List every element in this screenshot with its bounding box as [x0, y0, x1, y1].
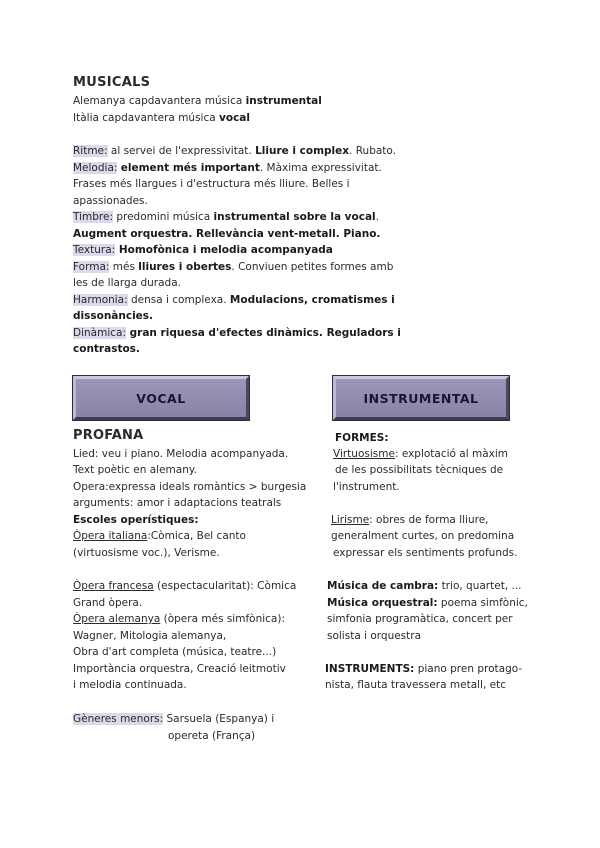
vocal-opera-italiana-line2: (virtuosisme voc.), Verisme.	[73, 547, 220, 559]
feature-forma: Forma: més lliures i obertes. Conviuen petites formes amb	[73, 261, 394, 273]
vocal-lied: Lied: veu i piano. Melodia acompanyada.	[73, 448, 289, 460]
instr-musica-orquestral-line2: simfonia programàtica, concert per	[327, 613, 513, 625]
vocal-opera-alemanya-line4: Importància orquestra, Creació leitmotiv	[73, 663, 286, 675]
instr-virtuosisme: Virtuosisme: explotació al màxim	[333, 448, 509, 460]
feature-harmonia: Harmonia: densa i complexa. Modulacions, cromatismes i	[73, 294, 395, 306]
instr-instruments: INSTRUMENTS: piano pren protago-	[325, 663, 523, 675]
vocal-generes-menors-line2: opereta (França)	[168, 730, 256, 742]
intro-line-italy: Itàlia capdavantera música vocal	[73, 112, 250, 124]
feature-melodia-line3: apassionades.	[73, 195, 148, 207]
instr-instruments-line2: nista, flauta travessera metall, etc	[325, 679, 506, 691]
vocal-opera: Opera:expressa ideals romàntics > burgesia	[73, 481, 307, 493]
vocal-opera-alemanya-line5: i melodia continuada.	[73, 679, 187, 691]
feature-harmonia-line2: dissonàncies.	[73, 310, 154, 322]
vocal-opera-italiana: Òpera italiana:Còmica, Bel canto	[73, 530, 246, 542]
vocal-opera-alemanya-line2: Wagner, Mitologia alemanya,	[73, 630, 227, 642]
vocal-arguments: arguments: amor i adaptacions teatrals	[73, 497, 282, 509]
feature-timbre-line2: Augment orquestra. Rellevància vent-metall. Piano.	[73, 228, 381, 240]
feature-timbre: Timbre: predomini música instrumental sobre la vocal.	[73, 211, 379, 223]
feature-melodia-line2: Frases més llargues i d'estructura més lliure. Belles i	[73, 178, 350, 190]
vocal-text: Text poètic en alemany.	[73, 464, 197, 476]
instr-musica-cambra: Música de cambra: trio, quartet, ...	[327, 580, 522, 592]
intro-line-germany: Alemanya capdavantera música instrumental	[73, 95, 322, 107]
feature-melodia: Melodia: element més important. Màxima expressivitat.	[73, 162, 382, 174]
instr-virtuosisme-line3: l'instrument.	[333, 481, 400, 493]
feature-dinamica: Dinàmica: gran riquesa d'efectes dinàmics. Reguladors i	[73, 327, 401, 339]
instr-musica-orquestral: Música orquestral: poema simfònic,	[327, 597, 528, 609]
vocal-button[interactable]: VOCAL	[73, 376, 249, 420]
instrumental-button[interactable]: INSTRUMENTAL	[333, 376, 509, 420]
vocal-opera-francesa-line2: Grand òpera.	[73, 597, 143, 609]
feature-forma-line2: les de llarga durada.	[73, 277, 181, 289]
instr-lirisme: Lirisme: obres de forma lliure,	[331, 514, 489, 526]
feature-dinamica-line2: contrastos.	[73, 343, 140, 355]
instr-lirisme-line2: generalment curtes, on predomina	[331, 530, 515, 542]
vocal-opera-alemanya: Òpera alemanya (òpera més simfònica):	[73, 613, 285, 625]
instr-musica-orquestral-line3: solista i orquestra	[327, 630, 422, 642]
vocal-opera-alemanya-line3: Obra d'art completa (música, teatre...)	[73, 646, 277, 658]
feature-ritme: Ritme: al servei de l'expressivitat. Lliure i complex. Rubato.	[73, 145, 396, 157]
vocal-opera-francesa: Òpera francesa (espectacularitat): Còmica	[73, 580, 297, 592]
profana-heading: PROFANA	[73, 428, 144, 443]
formes-heading: FORMES:	[335, 432, 389, 444]
feature-textura: Textura: Homofònica i melodia acompanyada	[73, 244, 333, 256]
vocal-escoles: Escoles operístiques:	[73, 514, 199, 526]
instr-lirisme-line3: expressar els sentiments profunds.	[333, 547, 518, 559]
vocal-generes-menors: Gèneres menors: Sarsuela (Espanya) i	[73, 713, 275, 725]
section-title: MUSICALS	[73, 75, 151, 90]
instr-virtuosisme-line2: de les possibilitats tècniques de	[335, 464, 504, 476]
